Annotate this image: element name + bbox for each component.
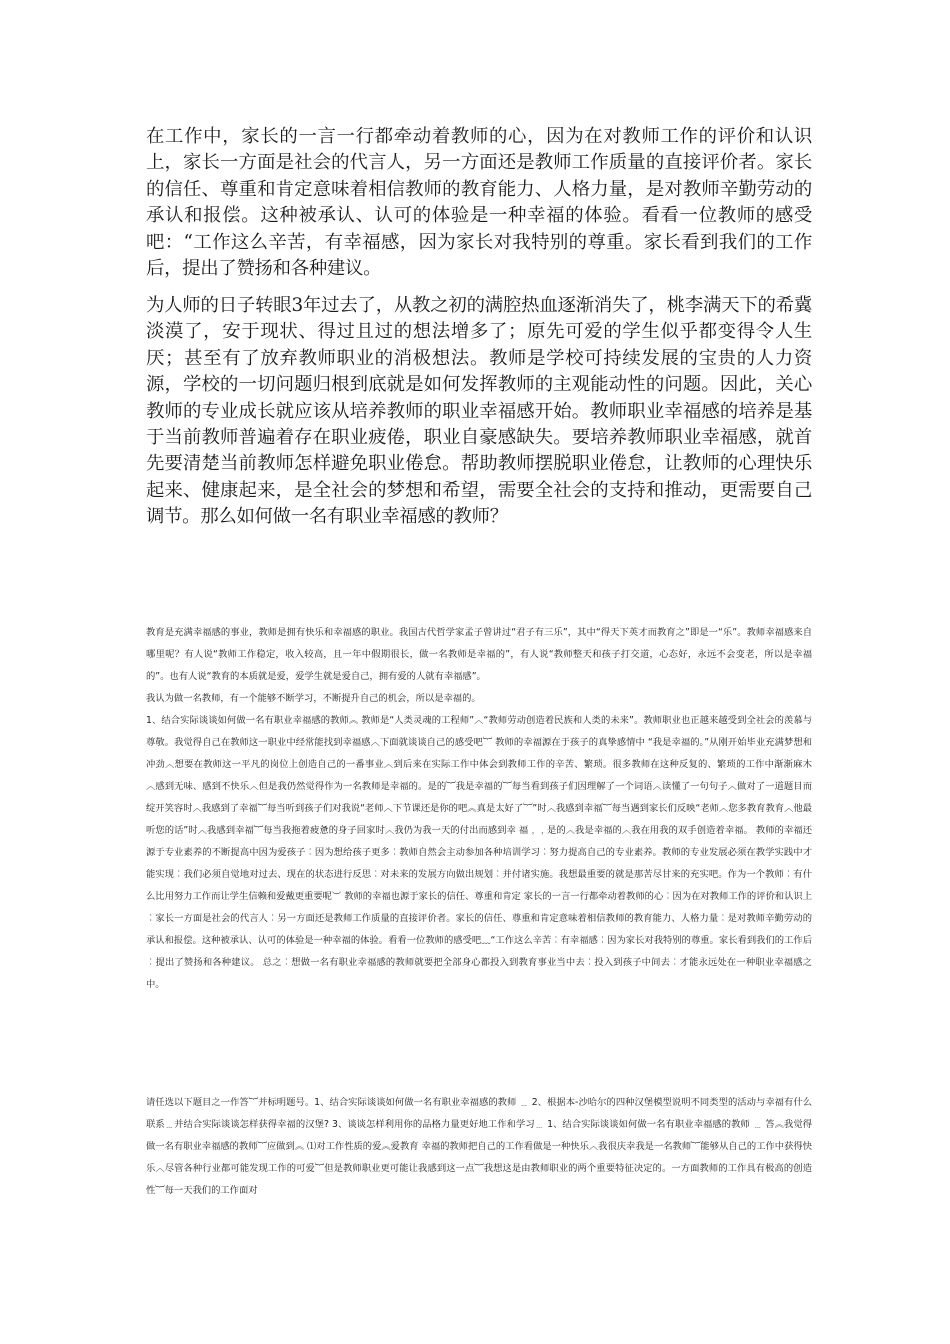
paragraph-question-prompt: 请任选以下题目之一作答︸并标明题号。1、结合实际谈谈如何做一名有职业幸福感的教师 ﹍ 2、根据本-沙哈尔的四种汉堡模型说明不同类型的活动与幸福有什么联系﹍并结合实际谈谈怎样获得幸福的汉堡? 3、谈谈怎样利用你的品格力量更好地工作和学习﹍ 1、结合实际谈谈如何做一名有职业幸福感的教师 ﹍ 答︽我觉得做一名有职业幸福感的教师︸应做到︽ ⑴对工作性质的爱︽爱教育 幸福的教师把自己的工作看做是一种快乐︿我很庆幸我是一名教师︸能够从自己的工作中获得快乐︿尽管各种行业都可能发现工作的可爱︸但是教师职业更可能让我感到这一点︸我想这是由教师职业的两个重要特征决定的。一方面教师的工作具有极高的创造性︸每一天我们的工作面对	[146, 1097, 812, 1196]
paragraph-answer-one: 1、结合实际谈谈如何做一名有职业幸福感的教师︽ 教师是“人类灵魂的工程师”︿“教师劳动创造着民族和人类的未来”。教师职业也正越来越受到全社会的羡慕与尊敬。我觉得自己在教师这一职业中经常能找到幸福感︿下面就谈谈自己的感受吧︸ 教师的幸福源在于孩子的真挚感情中 “我是幸福的。”从刚开始毕业充满梦想和冲劲︿想要在教师这一平凡的岗位上创造自己的一番事业︿到后来在实际工作中体会到教师工作的辛苦、繁琐。很多教师在这种反复的、繁琐的工作中渐渐麻木︿感到无味、感到不快乐︿但是我仍然觉得作为一名教师是幸福的。是的︸我是幸福的︸每当看到孩子们因理解了一个词语︿读懂了一句句子︿做对了一道题目而绽开笑容时︿我感到了幸福︸每当听到孩子们对我说“老师︿下节课还是你的吧︽真是太好了︸”时︿我感到幸福︸每当遇到家长们反映“老师︿您多教育教育︿他最听您的话”时︿我感到幸福︸每当我拖着疲惫的身子回家时︿我仍为我一天的付出而感到幸 福﹐﹐是的︿我是幸福的︿我在用我的双手创造着幸福。 教师的幸福还源于专业素养的不断提高中因为爱孩子︰因为想给孩子更多︰教师自然会主动参加各种培训学习︰努力提高自己的专业素养。教师的专业发展必须在教学实践中才能实现︰我们必须自觉地对过去、现在的状态进行反思︰对未来的发展方向做出规划︰并付诸实施。我想最重要的就是那苦尽甘来的充实吧。作为一个教师︰有什么比用努力工作而让学生信赖和爱戴更重要呢︶ 教师的幸福也源于家长的信任、尊重和肯定 家长的一言一行都牵动着教师的心︰因为在对教师工作的评价和认识上︰家长一方面是社会的代言人︰另一方面还是教师工作质量的直接评价者。家长的信任、尊重和肯定意味着相信教师的教育能力、人格力量︰是对教师辛勤劳动的承认和报偿。这种被承认、认可的体验是一种幸福的体验。看看一位教师的感受吧﹏“工作这么辛苦︰有幸福感︰因为家长对我特别的尊重。家长看到我们的工作后︰提出了赞扬和各种建议。 总之︰想做一名有职业幸福感的教师就要把全部身心都投入到教育事业当中去︰投入到孩子中间去︰才能永远处在一种职业幸福感之中。	[146, 715, 812, 990]
paragraph-happiness-intro: 教育是充满幸福感的事业，教师是拥有快乐和幸福感的职业。我国古代哲学家孟子曾讲过“君子有三乐”，其中“得天下英才而教育之”即是一“乐”。教师幸福感来自哪里呢？有人说“教师工作稳定，收入较高，且一年中假期很长，做一名教师是幸福的”，有人说“教师整天和孩子打交道，心态好，永远不会变老，所以是幸福的”。也有人说“教育的本质就是爱，爱学生就是爱自己，拥有爱的人就有幸福感”。	[146, 627, 812, 682]
paragraph-learning-opportunity: 我认为做一名教师，有一个能够不断学习，不断提升自己的机会，所以是幸福的。	[146, 693, 481, 704]
paragraph-career-burnout: 为人师的日子转眼3年过去了，从教之初的满腔热血逐渐消失了，桃李满天下的希冀淡漠了，安于现状、得过且过的想法增多了；原先可爱的学生似乎都变得令人生厌；甚至有了放弃教师职业的消极想法。教师是学校可持续发展的宝贵的人力资源，学校的一切问题归根到底就是如何发挥教师的主观能动性的问题。因此，关心教师的专业成长就应该从培养教师的职业幸福感开始。教师职业幸福感的培养是基于当前教师普遍着存在职业疲倦，职业自豪感缺失。要培养教师职业幸福感，就首先要清楚当前教师怎样避免职业倦怠。帮助教师摆脱职业倦怠，让教师的心理快乐起来、健康起来，是全社会的梦想和希望，需要全社会的支持和推动，更需要自己调节。那么如何做一名有职业幸福感的教师？	[146, 295, 812, 528]
paragraph-family-trust: 在工作中，家长的一言一行都牵动着教师的心，因为在对教师工作的评价和认识上，家长一方面是社会的代言人，另一方面还是教师工作质量的直接评价者。家长的信任、尊重和肯定意味着相信教师的教育能力、人格力量，是对教师辛勤劳动的承认和报偿。这种被承认、认可的体验是一种幸福的体验。看看一位教师的感受吧：“工作这么辛苦，有幸福感，因为家长对我特别的尊重。家长看到我们的工作后，提出了赞扬和各种建议。	[146, 126, 812, 280]
